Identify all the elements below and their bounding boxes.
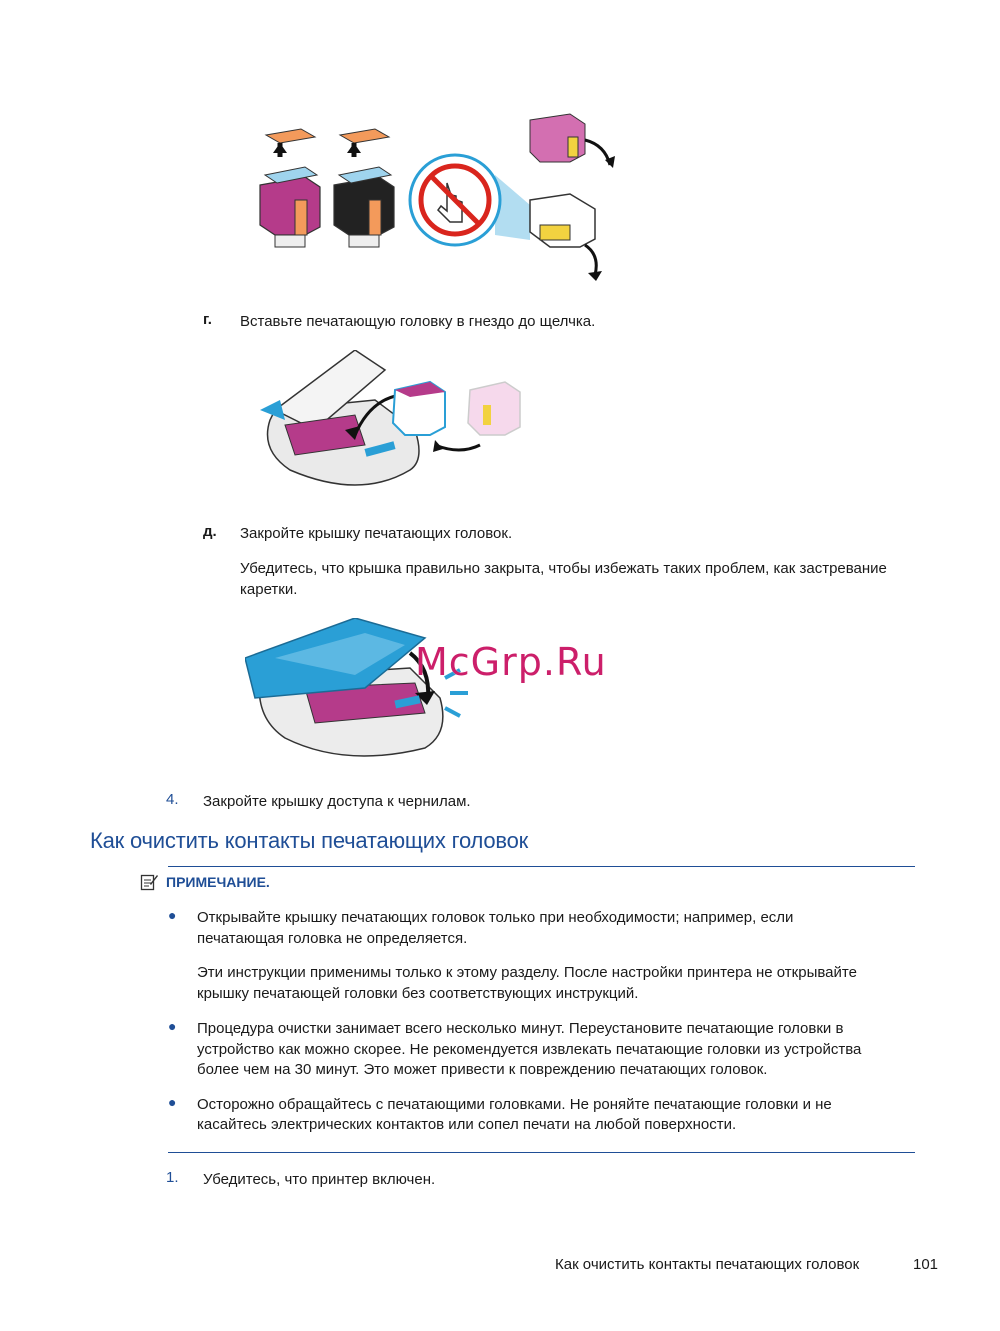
cartridge-contacts-icon [530,114,615,168]
note-icon [140,873,158,891]
step-d-detail-line2: каретки. [240,581,298,598]
insert-cartridge-illustration [245,350,540,490]
note-top-rule [168,866,915,867]
cartridge-nozzles-icon [530,194,602,281]
step-g-marker: г. [203,311,212,328]
note-bottom-rule [168,1152,915,1153]
step-1-marker: 1. [166,1169,179,1186]
black-cartridge-icon [334,129,394,247]
do-not-touch-icon [410,155,530,245]
step-d-detail-line1: Убедитесь, что крышка правильно закрыта, чтобы избежать таких проблем, как застревание [240,560,887,577]
bullet-1-dot: ● [168,907,177,923]
step-g-text: Вставьте печатающую головку в гнездо до щелчка. [240,313,596,330]
bullet-2-line2: устройство как можно скорее. Не рекомендуется извлекать печатающие головки из устройства [197,1041,862,1058]
bullet-3-line1: Осторожно обращайтесь с печатающими головками. Не роняйте печатающие головки и не [197,1096,832,1113]
bullet-1-line1: Открывайте крышку печатающих головок только при необходимости; например, если [197,909,794,926]
bullet-2-dot: ● [168,1018,177,1034]
bullet-3-dot: ● [168,1094,177,1110]
note-label: ПРИМЕЧАНИЕ. [166,874,270,890]
footer-title: Как очистить контакты печатающих головок [555,1256,860,1273]
bullet-3-line2: касайтесь электрических контактов или сопел печати на любой поверхности. [197,1116,737,1133]
color-cartridge-icon [260,129,320,247]
step-d-text: Закройте крышку печатающих головок. [240,525,513,542]
bullet-2-line1: Процедура очистки занимает всего несколько минут. Переустановите печатающие головки в [197,1020,844,1037]
bullet-1-extra1: Эти инструкции применимы только к этому разделу. После настройки принтера не открывайте [197,964,857,981]
step-d-marker: д. [203,523,217,540]
watermark-text: McGrp.Ru [415,640,607,684]
step-4-marker: 4. [166,791,179,808]
page-number: 101 [913,1256,939,1273]
step-1-text: Убедитесь, что принтер включен. [203,1171,436,1188]
step-4-text: Закройте крышку доступа к чернилам. [203,793,471,810]
bullet-2-line3: более чем на 30 минут. Это может привести к повреждению печатающих головок. [197,1061,768,1078]
bullet-1-extra2: крышку печатающей головки без соответствующих инструкций. [197,985,639,1002]
bullet-1-line2: печатающая головка не определяется. [197,930,468,947]
cartridge-tape-removal-illustration [240,105,630,285]
section-title: Как очистить контакты печатающих головок [90,828,529,853]
